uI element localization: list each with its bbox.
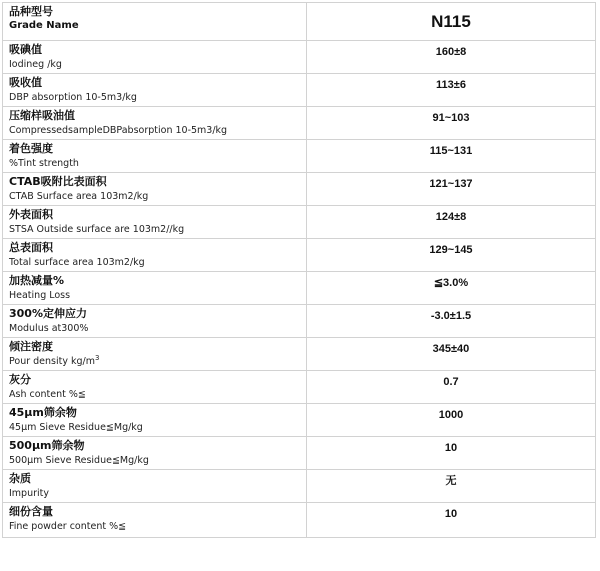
header-name-cell xyxy=(3,3,307,41)
property-value: 160±8 xyxy=(307,41,596,74)
property-cell xyxy=(3,107,307,140)
property-label-en: Heating Loss xyxy=(9,290,71,301)
property-cell xyxy=(3,503,307,538)
property-cell xyxy=(3,239,307,272)
table-row xyxy=(3,371,596,404)
table-row xyxy=(3,239,596,272)
property-label-en: DBP absorption 10-5m3/kg xyxy=(9,92,137,103)
header-label-zh: 品种型号 xyxy=(9,5,53,18)
table-row xyxy=(3,404,596,437)
property-cell xyxy=(3,41,307,74)
property-label-zh: 压缩样吸油值 xyxy=(9,109,75,122)
property-label-zh: 外表面积 xyxy=(9,208,53,221)
property-label-en: STSA Outside surface are 103m2//kg xyxy=(9,224,185,235)
property-label-en: %Tint strength xyxy=(9,158,79,169)
property-label-en: 500μm Sieve Residue≦Mg/kg xyxy=(9,455,149,466)
unit-superscript: 3 xyxy=(95,353,100,362)
property-label-zh: 总表面积 xyxy=(9,241,53,254)
table-row xyxy=(3,140,596,173)
property-cell xyxy=(3,470,307,503)
property-label-zh: 着色强度 xyxy=(9,142,53,155)
property-cell xyxy=(3,338,307,371)
property-label-zh: 加热减量% xyxy=(9,274,65,287)
property-label-zh: 倾注密度 xyxy=(9,340,53,353)
property-value: 10 xyxy=(307,437,596,470)
table-row xyxy=(3,41,596,74)
table-row xyxy=(3,470,596,503)
property-label-zh: CTAB吸附比表面积 xyxy=(9,175,107,188)
spec-table xyxy=(2,2,596,538)
table-row xyxy=(3,437,596,470)
property-cell xyxy=(3,371,307,404)
property-cell xyxy=(3,404,307,437)
property-value: 1000 xyxy=(307,404,596,437)
property-value: 10 xyxy=(307,503,596,538)
property-label-en: Modulus at300% xyxy=(9,323,89,334)
table-row xyxy=(3,272,596,305)
property-label-zh: 灰分 xyxy=(9,373,31,386)
grade-value: N115 xyxy=(307,3,596,41)
table-row xyxy=(3,305,596,338)
property-label-en-text: Pour density kg/m xyxy=(9,356,95,367)
property-label-en: Fine powder content %≦ xyxy=(9,521,127,532)
property-label-zh: 吸碘值 xyxy=(9,43,42,56)
property-cell xyxy=(3,173,307,206)
property-label-zh: 500μm筛余物 xyxy=(9,439,85,452)
property-cell xyxy=(3,305,307,338)
property-value: 无 xyxy=(307,470,596,503)
table-row xyxy=(3,107,596,140)
property-label-zh: 吸收值 xyxy=(9,76,42,89)
property-cell xyxy=(3,140,307,173)
property-label-en: CompressedsampleDBPabsorption 10-5m3/kg xyxy=(9,125,228,136)
property-label-en: 45μm Sieve Residue≦Mg/kg xyxy=(9,422,143,433)
property-cell xyxy=(3,74,307,107)
property-value: -3.0±1.5 xyxy=(307,305,596,338)
table-row xyxy=(3,74,596,107)
property-label-zh: 细份含量 xyxy=(9,505,53,518)
property-label-en: Iodineg /kg xyxy=(9,59,62,70)
property-cell xyxy=(3,437,307,470)
property-value: 121~137 xyxy=(307,173,596,206)
property-value: ≦3.0% xyxy=(307,272,596,305)
property-label-en xyxy=(9,355,306,369)
header-label-en: Grade Name xyxy=(9,20,79,31)
property-cell xyxy=(3,206,307,239)
property-label-en: Impurity xyxy=(9,488,49,499)
property-label-zh: 300%定伸应力 xyxy=(9,307,87,320)
property-value: 0.7 xyxy=(307,371,596,404)
property-value: 115~131 xyxy=(307,140,596,173)
property-value: 124±8 xyxy=(307,206,596,239)
property-value: 113±6 xyxy=(307,74,596,107)
property-cell xyxy=(3,272,307,305)
table-row xyxy=(3,503,596,538)
property-label-en: CTAB Surface area 103m2/kg xyxy=(9,191,149,202)
property-label-en: Total surface area 103m2/kg xyxy=(9,257,145,268)
header-row xyxy=(3,3,596,41)
property-value: 129~145 xyxy=(307,239,596,272)
property-value: 91~103 xyxy=(307,107,596,140)
table-row xyxy=(3,173,596,206)
property-label-zh: 杂质 xyxy=(9,472,31,485)
property-label-zh: 45μm筛余物 xyxy=(9,406,77,419)
table-row xyxy=(3,206,596,239)
property-value: 345±40 xyxy=(307,338,596,371)
table-row xyxy=(3,338,596,371)
property-label-en: Ash content %≦ xyxy=(9,389,86,400)
